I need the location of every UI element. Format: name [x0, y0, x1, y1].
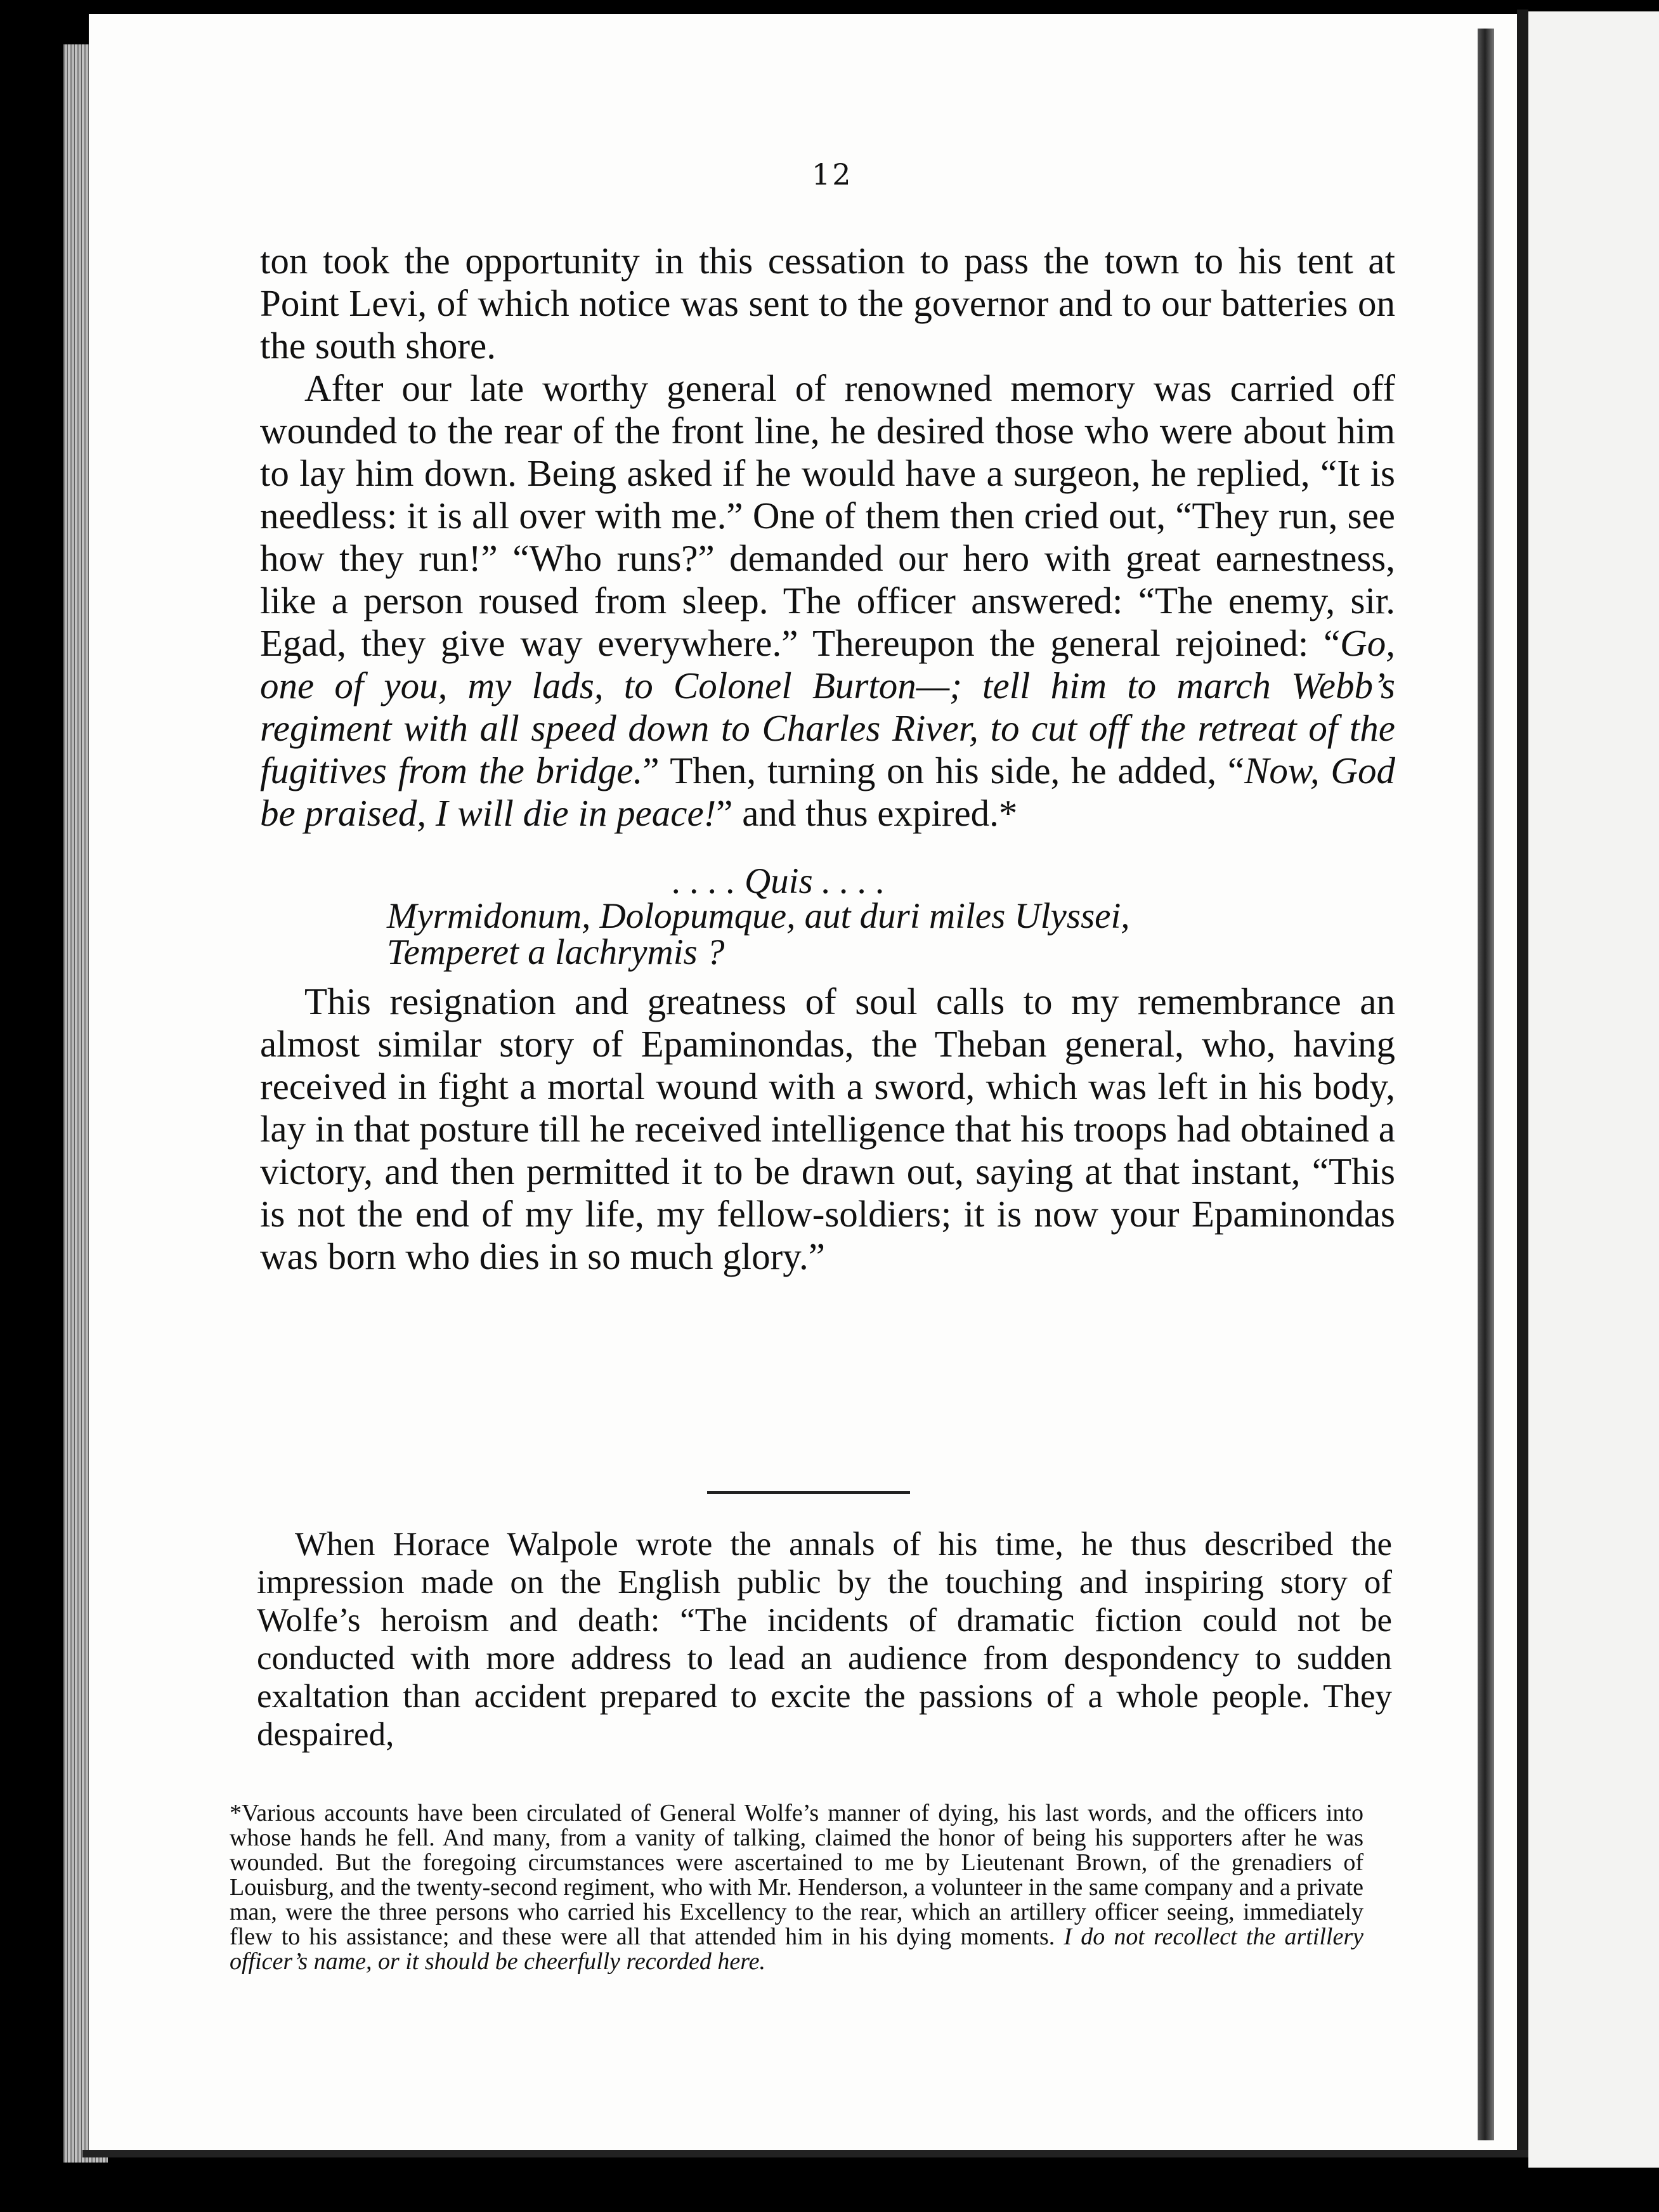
paragraph-2-quote: Go, one of you, my lads, to Colonel Burton—; tell him to march Webb’s regiment with all speed down to Charles River, to cut off the retreat of the fugitives from the bridge.: [260, 622, 1395, 791]
latin-verse: [260, 861, 1395, 972]
book-gutter-shadow: [1478, 29, 1494, 2140]
facing-page: [1528, 11, 1659, 2168]
paragraph-2-text-a: After our late worthy general of renowned memory was carried off wounded to the rear of the front line, he desired those who were about him to lay him down. Being asked if he would have a surgeon, he replied, “It is needless: it is all over with me.” One of them then cried out, “They run, see how they run!” “Who runs?” demanded our hero with great earnestness, like a person roused from sleep. The officer answered: “The enemy, sir. Egad, they give way everywhere.” Thereupon the general rejoined: “: [260, 367, 1395, 664]
footnote-text: *Various accounts have been circulated of General Wolfe’s manner of dying, his last words, and the officers into whose hands he fell. And many, from a vanity of talking, claimed the honor of being his supporters after he was wounded. But the foregoing circumstances were ascertained to me by Lieutenant Brown, of the grenadiers of Louisburg, and the twenty-second regiment, who with Mr. Henderson, a volunteer in the same company and a private man, were the three persons who carried his Excellency to the rear, which an artillery officer seeing, immediately flew to his assistance; and these were all that attended him in his dying moments.: [230, 1800, 1363, 1950]
paragraph-1: ton took the opportunity in this cessation to pass the town to his tent at Point Levi, of which notice was sent to the governor and to our batteries on the south shore.: [260, 240, 1395, 367]
walpole-paragraph: [257, 1525, 1392, 1753]
paragraph-3: This resignation and greatness of soul calls to my remembrance an almost similar story of Epaminondas, the Theban general, who, having received in fight a mortal wound with a sword, which was left in his body, lay in that posture till he received intelligence that his troops had obtained a victory, and then permitted it to be drawn out, saying at that instant, “This is not the end of my life, my fellow-soldiers; it is now your Epaminondas was born who dies in so much glory.”: [260, 980, 1395, 1277]
paragraph-2-text-c: ” and thus expired.*: [716, 792, 1018, 834]
section-divider: [707, 1491, 910, 1494]
book-spine-edge: [1517, 10, 1528, 2153]
footnote: [230, 1801, 1363, 1974]
verse-line-2: Myrmidonum, Dolopumque, aut duri miles Ulyssei,: [387, 896, 1130, 936]
paragraph-2: [260, 367, 1395, 835]
verse-line-1: . . . . Quis . . . .: [672, 861, 885, 901]
footnote-italic-text: I do not recollect the artillery officer’s name, or it should be cheerfully recorded here.: [230, 1923, 1363, 1975]
verse-line-3: Temperet a lachrymis ?: [387, 932, 725, 972]
paragraph-4: When Horace Walpole wrote the annals of his time, he thus described the impression made on the English public by the touching and inspiring story of Wolfe’s heroism and death: “The incidents of dramatic fiction could not be conducted with more address to lead an audience from despondency to sudden exaltation than accident prepared to excite the passions of a whole people. They despaired,: [257, 1526, 1392, 1753]
paragraph-2-final-quote: Now, God be praised, I will die in peace!: [260, 750, 1396, 834]
page-bottom-shadow: [82, 2150, 1528, 2157]
main-text: [260, 240, 1395, 1278]
paragraph-2-text-b: ” Then, turning on his side, he added, “: [642, 750, 1245, 791]
page-number: 12: [812, 157, 853, 192]
